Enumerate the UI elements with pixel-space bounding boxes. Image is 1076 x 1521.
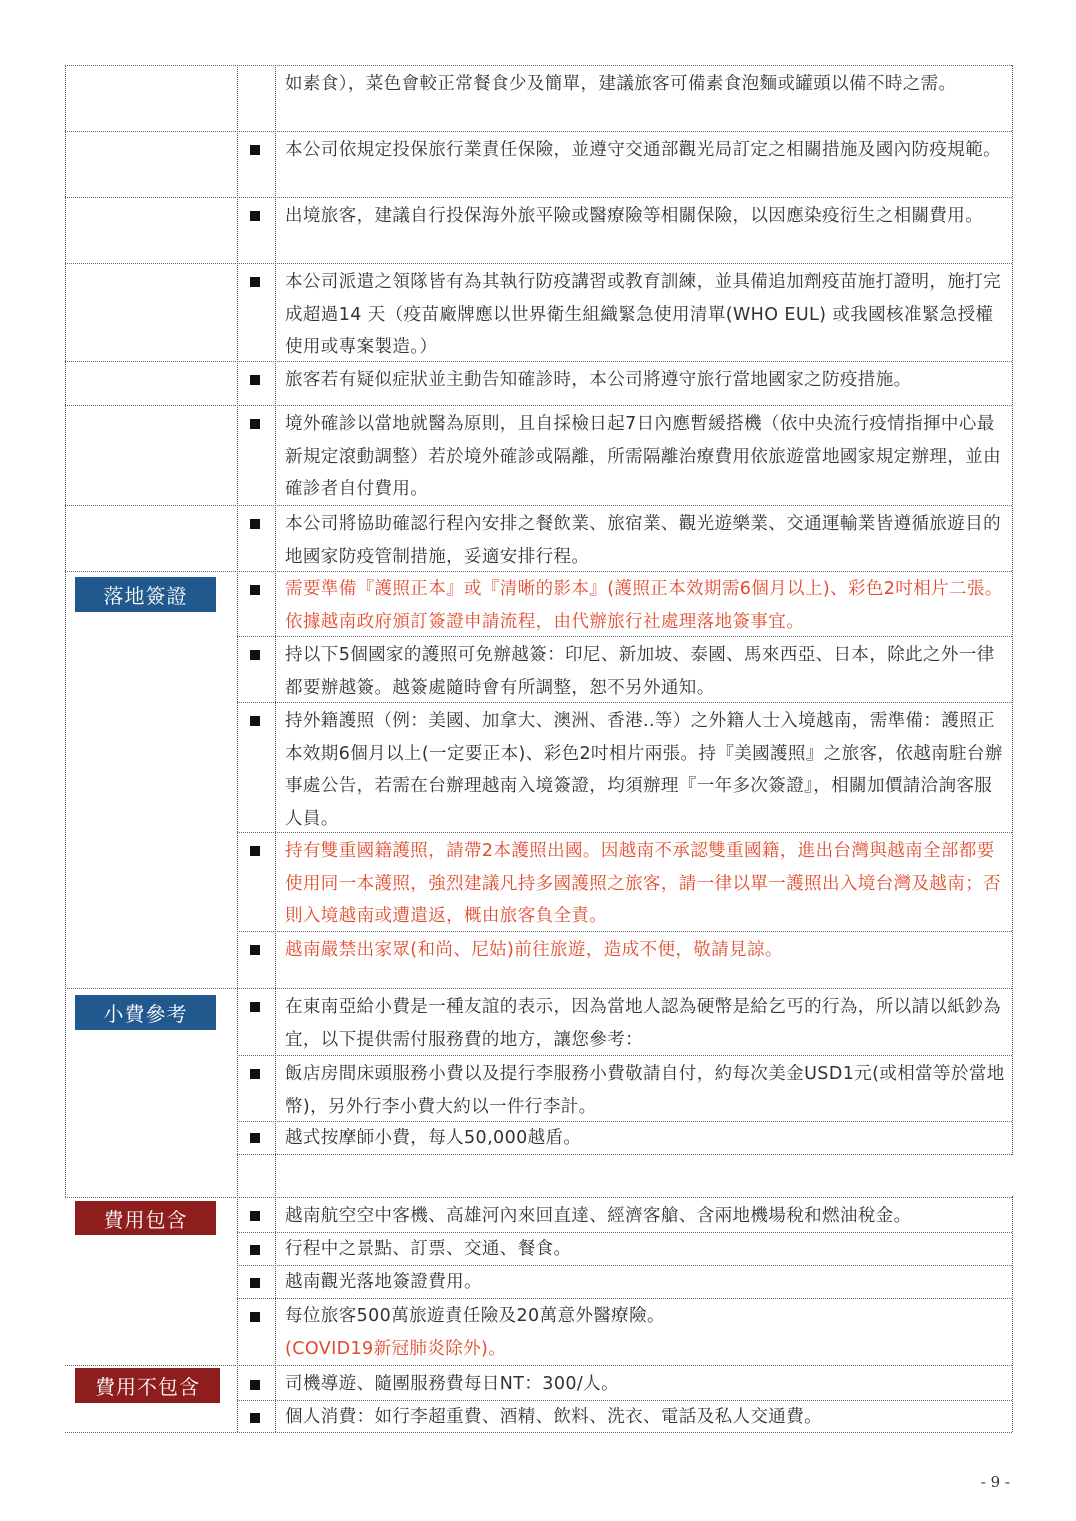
row-text: 境外確診以當地就醫為原則，且自採檢日起7日內應暫緩搭機（依中央流行疫情指揮中心最新規定滾動調整）若於境外確診或隔離，所需隔離治療費用依旅遊當地國家規定辦理，並由確診者自付費用。 xyxy=(285,414,1001,499)
row-text: 如素食），菜色會較正常餐食少及簡單，建議旅客可備素食泡麵或罐頭以備不時之需。 xyxy=(285,74,957,94)
square-bullet-icon xyxy=(250,1312,260,1322)
table-divider-1 xyxy=(237,65,238,1432)
row-divider xyxy=(65,131,1012,132)
square-bullet-icon xyxy=(250,145,260,155)
square-bullet-icon xyxy=(250,1002,260,1012)
row-text: 持以下5個國家的護照可免辦越簽：印尼、新加坡、泰國、馬來西亞、日本，除此之外一律都要辦越簽。越簽處隨時會有所調整，恕不另外通知。 xyxy=(285,645,995,698)
square-bullet-icon xyxy=(250,211,260,221)
row-text-warning: 越南嚴禁出家眾(和尚、尼姑)前往旅遊，造成不便，敬請見諒。 xyxy=(285,940,783,960)
row-text: 行程中之景點、訂票、交通、餐食。 xyxy=(285,1239,572,1259)
row-text: 飯店房間床頭服務小費以及提行李服務小費敬請自付，約每次美金USD1元(或相當等於當地幣)，另外行李小費大約以一件行李計。 xyxy=(285,1064,1005,1117)
square-bullet-icon xyxy=(250,1069,260,1079)
row-text: 個人消費：如行李超重費、酒精、飲料、洗衣、電話及私人交通費。 xyxy=(285,1407,822,1427)
row-text: 越式按摩師小費，每人50,000越盾。 xyxy=(285,1128,582,1148)
section-label-landing-visa: 落地簽證 xyxy=(75,577,216,612)
square-bullet-icon xyxy=(250,277,260,287)
section-label-not-included: 費用不包含 xyxy=(75,1368,220,1403)
row-text: 越南航空空中客機、高雄河內來回直達、經濟客艙、含兩地機場稅和燃油稅金。 xyxy=(285,1206,912,1226)
row-text-warning: (COVID19新冠肺炎除外)。 xyxy=(285,1339,507,1359)
row-text: 本公司派遣之領隊皆有為其執行防疫講習或教育訓練，並具備追加劑疫苗施打證明，施打完成超過14 天（疫苗廠牌應以世界衛生組織緊急使用清單(WHO EUL) 或我國核准緊急授權使用或專案製造。） xyxy=(285,272,1001,357)
square-bullet-icon xyxy=(250,945,260,955)
row-text: 出境旅客，建議自行投保海外旅平險或醫療險等相關保險，以因應染疫衍生之相關費用。 xyxy=(285,206,984,226)
row-divider xyxy=(65,263,1012,264)
square-bullet-icon xyxy=(250,375,260,385)
section-label-tips: 小費參考 xyxy=(75,995,216,1030)
row-divider xyxy=(65,1197,1012,1198)
square-bullet-icon xyxy=(250,585,260,595)
square-bullet-icon xyxy=(250,419,260,429)
page-number: - 9 - xyxy=(980,1473,1010,1491)
row-text-warning: 持有雙重國籍護照，請帶2本護照出國。因越南不承認雙重國籍，進出台灣與越南全部都要使用同一本護照，強烈建議凡持多國護照之旅客，請一律以單一護照出入境台灣及越南；否則入境越南或遭遣返，概由旅客負全責。 xyxy=(285,841,1001,926)
square-bullet-icon xyxy=(250,1380,260,1390)
section-label-included: 費用包含 xyxy=(75,1201,216,1235)
table-border-right xyxy=(1012,65,1013,1155)
row-text: 本公司依規定投保旅行業責任保險，並遵守交通部觀光局訂定之相關措施及國內防疫規範。 xyxy=(285,140,1001,160)
square-bullet-icon xyxy=(250,1211,260,1221)
table-border-left xyxy=(65,65,66,1197)
square-bullet-icon xyxy=(250,1278,260,1288)
square-bullet-icon xyxy=(250,1245,260,1255)
table-border-right-lower xyxy=(1012,1196,1013,1432)
row-text: 越南觀光落地簽證費用。 xyxy=(285,1272,482,1292)
row-text: 每位旅客500萬旅遊責任險及20萬意外醫療險。 xyxy=(285,1306,665,1326)
square-bullet-icon xyxy=(250,519,260,529)
row-divider xyxy=(65,197,1012,198)
square-bullet-icon xyxy=(250,1413,260,1423)
row-text: 在東南亞給小費是一種友誼的表示，因為當地人認為硬幣是給乞丐的行為，所以請以紙鈔為宜，以下提供需付服務費的地方，讓您參考： xyxy=(285,997,1001,1050)
row-text: 司機導遊、隨團服務費每日NT：300/人。 xyxy=(285,1374,619,1394)
square-bullet-icon xyxy=(250,846,260,856)
square-bullet-icon xyxy=(250,1133,260,1143)
row-divider xyxy=(65,65,1012,66)
row-text-warning: 需要準備『護照正本』或『清晰的影本』(護照正本效期需6個月以上)、彩色2吋相片二張。依據越南政府頒訂簽證申請流程，由代辦旅行社處理落地簽事宜。 xyxy=(285,579,1003,632)
row-text: 旅客若有疑似症狀並主動告知確診時，本公司將遵守旅行當地國家之防疫措施。 xyxy=(285,370,912,390)
row-text: 本公司將協助確認行程內安排之餐飲業、旅宿業、觀光遊樂業、交通運輸業皆遵循旅遊目的地國家防疫管制措施，妥適安排行程。 xyxy=(285,514,1001,567)
row-divider xyxy=(65,988,1012,989)
row-text: 持外籍護照（例：美國、加拿大、澳洲、香港..等）之外籍人士入境越南，需準備：護照正本效期6個月以上(一定要正本)、彩色2吋相片兩張。持『美國護照』之旅客，依越南駐台辦事處公告，若需在台辦理越南入境簽證，均須辦理『一年多次簽證』，相關加價請洽詢客服人員。 xyxy=(285,711,1003,829)
table-divider-2 xyxy=(275,65,276,1432)
square-bullet-icon xyxy=(250,650,260,660)
square-bullet-icon xyxy=(250,716,260,726)
row-divider xyxy=(65,405,1012,406)
